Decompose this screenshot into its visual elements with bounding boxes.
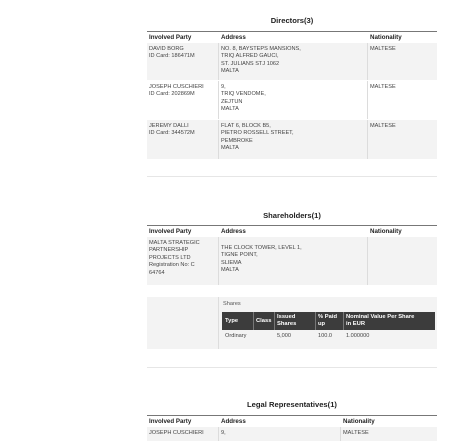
shares-header-class: Class (256, 318, 272, 324)
party-name: MALTA STRATEGIC (149, 240, 200, 246)
address-line: TIGNE POINT, (221, 252, 258, 259)
section-divider (147, 176, 437, 177)
nationality-cell: MALTESE (370, 46, 396, 52)
directors-section-title: Directors(3) (270, 16, 314, 25)
address-cell (221, 84, 266, 114)
shares-header-nominal-line: Nominal Value Per Share (346, 314, 415, 320)
shares-header-paid-line: % Paid (318, 314, 338, 320)
table-row (147, 427, 437, 441)
involved-party-cell: JOSEPH CUSCHIERI (149, 430, 204, 436)
address-line: MALTA (221, 145, 239, 152)
address-line: NO. 8, BAYSTEPS MANSIONS, (221, 46, 301, 52)
address-line: ZEJTUN (221, 98, 243, 105)
shares-label: Shares (223, 301, 241, 307)
shares-header-nominal-line: in EUR (346, 321, 366, 327)
header-address: Address (221, 418, 246, 425)
shares-header-nominal (346, 314, 414, 328)
address-line: MALTA (221, 106, 239, 113)
shares-header-type: Type (225, 318, 239, 324)
header-nationality: Nationality (370, 228, 402, 235)
party-id: ID Card: 202869M (149, 91, 195, 98)
party-name: PROJECTS LTD (149, 254, 191, 261)
address-line: 9, (221, 84, 226, 90)
section-divider (147, 367, 437, 368)
table-row (147, 81, 437, 119)
shares-header-paid (318, 314, 337, 328)
address-cell (221, 46, 301, 76)
party-id: ID Card: 344572M (149, 130, 195, 137)
nationality-cell: MALTESE (370, 123, 396, 129)
header-nationality: Nationality (343, 418, 375, 425)
address-cell: 9, (221, 430, 226, 436)
shares-issued: 5,000 (277, 333, 291, 339)
party-id: ID Card: 186471M (149, 53, 195, 60)
address-line: MALTA (221, 267, 239, 274)
shares-table-header (222, 312, 435, 330)
address-line: ST. JULIANS STJ 1062 (221, 60, 280, 67)
address-line: THE CLOCK TOWER, LEVEL 1, (221, 245, 302, 251)
involved-party-cell (149, 46, 195, 61)
address-cell (221, 245, 302, 275)
shares-paid: 100.0 (318, 333, 332, 339)
address-line: TRIQ VENDOME, (221, 91, 266, 98)
party-registration: 64764 (149, 269, 165, 276)
party-name: JOSEPH CUSCHIERI (149, 84, 204, 90)
shares-header-issued-line: Issued (277, 314, 296, 320)
header-involved-party: Involved Party (149, 228, 192, 235)
address-line: MALTA (221, 68, 239, 75)
party-name: JEREMY DALLI (149, 123, 189, 129)
address-line: SLIEMA (221, 259, 242, 266)
party-registration: Registration No: C (149, 262, 195, 269)
address-line: FLAT 6, BLOCK B5, (221, 123, 271, 129)
involved-party-cell (149, 84, 204, 99)
header-involved-party: Involved Party (149, 34, 192, 41)
header-involved-party: Involved Party (149, 418, 192, 425)
address-line: PEMBROKE (221, 137, 253, 144)
involved-party-cell (149, 240, 200, 277)
shares-left-spacer (147, 297, 219, 349)
legal-section-title: Legal Representatives(1) (247, 400, 337, 409)
address-cell (221, 123, 294, 153)
shares-header-issued-line: Shares (277, 321, 297, 327)
address-line: PIETRO ROSSELL STREET, (221, 130, 294, 137)
table-row (147, 237, 437, 285)
header-address: Address (221, 34, 246, 41)
nationality-cell: MALTESE (370, 84, 396, 90)
shareholders-section-title: Shareholders(1) (263, 211, 321, 220)
shares-header-paid-line: up (318, 321, 326, 327)
address-line: TRIQ ALFRED GAUCI, (221, 53, 279, 60)
shares-header-issued (277, 314, 296, 328)
header-nationality: Nationality (370, 34, 402, 41)
shares-row (222, 330, 435, 342)
involved-party-cell (149, 123, 195, 138)
shares-nominal: 1.000000 (346, 333, 370, 339)
header-address: Address (221, 228, 246, 235)
party-name: DAVID BORG (149, 46, 184, 52)
party-name: PARTNERSHIP (149, 247, 189, 254)
nationality-cell: MALTESE (343, 430, 369, 436)
shares-panel (147, 297, 437, 349)
table-row (147, 43, 437, 80)
shares-type: Ordinary (225, 333, 247, 339)
table-row (147, 120, 437, 159)
